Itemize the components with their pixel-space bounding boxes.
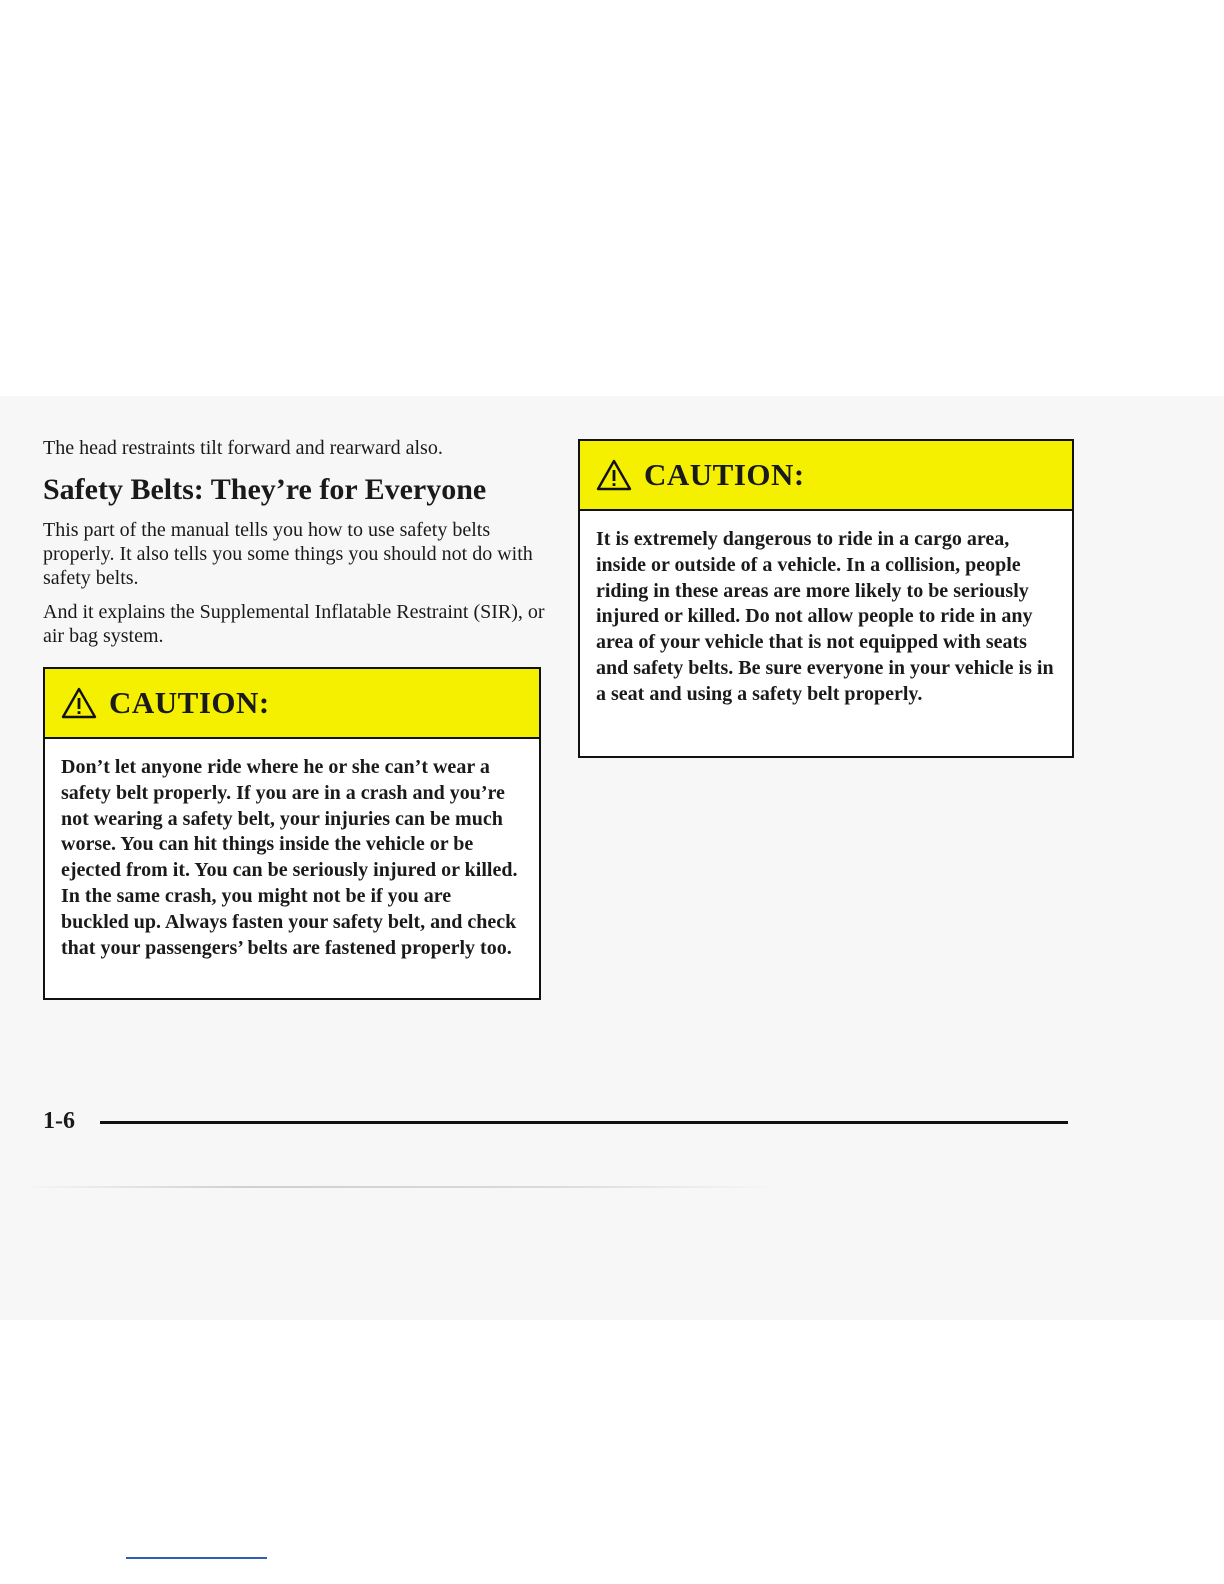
caution-box-cargo (578, 439, 1074, 758)
section-paragraph-1: This part of the manual tells you how to use safety belts properly. It also tells you some things you should not do with safety belts. (43, 519, 533, 589)
caution-body: Don’t let anyone ride where he or she can’t wear a safety belt properly. If you are in a crash and you’re not wearing a safety belt, your injuries can be much worse. You can hit things inside the vehicle or be ejected from it. You can be seriously injured or killed. In the same crash, you might not be if you are buckled up. Always fasten your safety belt, and check that your passengers’ belts are fastened properly too. (61, 756, 518, 959)
caution-body: It is extremely dangerous to ride in a cargo area, inside or outside of a vehicle. In a collision, people riding in these areas are more likely to be seriously injured or killed. Do not allow people to ride in any area of your vehicle that is not equipped with seats and safety belts. Be sure everyone in your vehicle is in a seat and using a safety belt properly. (596, 528, 1054, 705)
intro-text: The head restraints tilt forward and rearward also. (43, 437, 443, 459)
caution-header (580, 441, 1072, 511)
caution-box-seating (43, 667, 541, 1000)
section-title: Safety Belts: They’re for Everyone (43, 473, 487, 506)
left-column (43, 436, 553, 648)
caution-header (45, 669, 539, 739)
warning-triangle-icon (61, 687, 97, 719)
section-paragraph-2: And it explains the Supplemental Inflatable Restraint (SIR), or air bag system. (43, 601, 545, 647)
page-number: 1-6 (43, 1108, 75, 1134)
warning-triangle-icon (596, 459, 632, 491)
footer-rule (100, 1121, 1068, 1124)
scan-artifact-line (20, 1186, 780, 1188)
caution-title: CAUTION: (109, 685, 270, 720)
bottom-underline-mark (126, 1557, 267, 1559)
caution-title: CAUTION: (644, 457, 805, 492)
